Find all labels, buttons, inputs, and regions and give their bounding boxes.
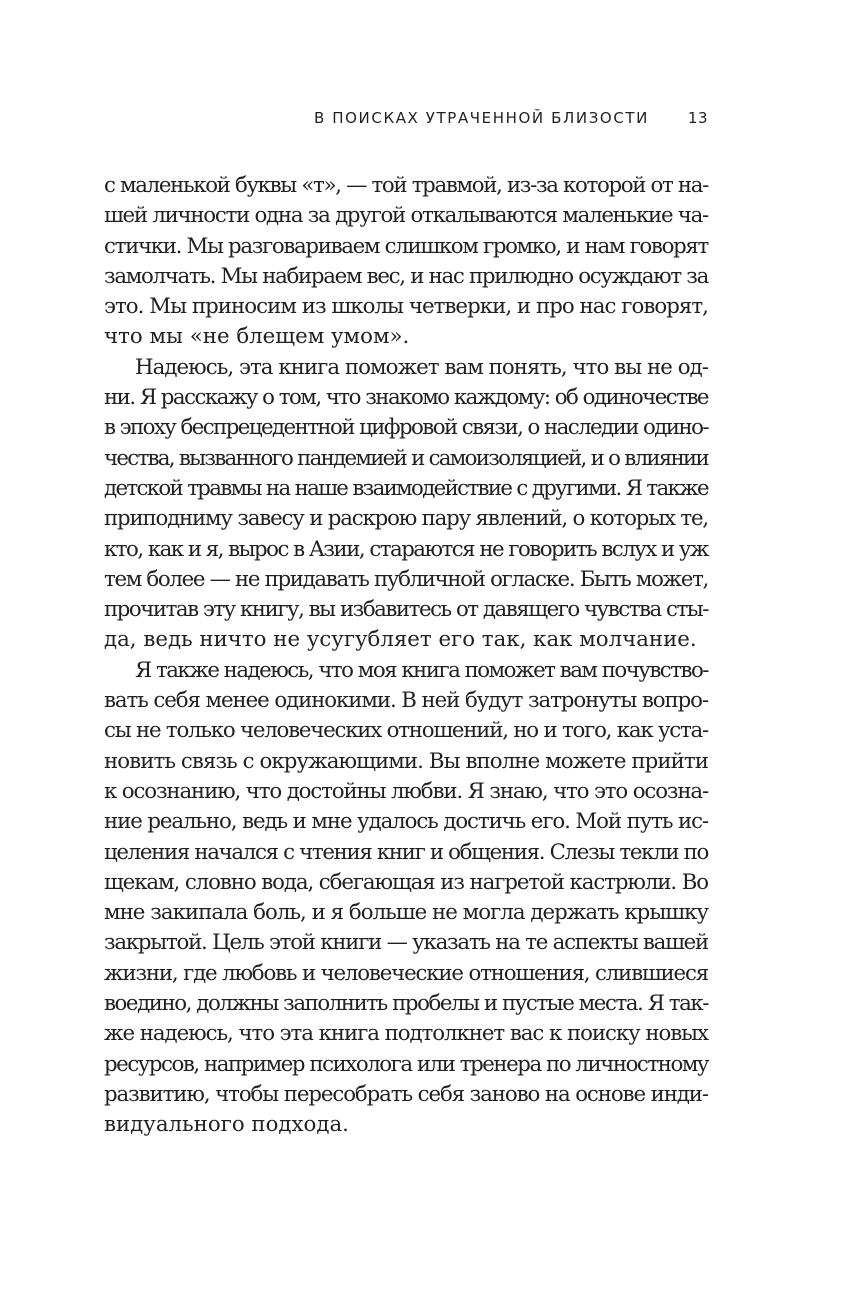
text-line: сы не только человеческих отношений, но и того, как уста- [104,718,709,744]
text-line: видуального подхода. [104,1112,349,1138]
text-line: новить связь с окружающими. Вы вполне можете прийти [104,748,708,774]
text-line: тем более — не придавать публичной огласке. Быть может, [104,566,708,592]
text-line: что мы «не блещем умом». [104,324,410,350]
text-line: к осознанию, что достойны любви. Я знаю, что это осозна- [104,778,709,804]
text-line: Надеюсь, эта книга поможет вам понять, что вы не од- [135,354,708,380]
paragraph-2 [104,353,708,656]
text-line: замолчать. Мы набираем вес, и нас прилюдно осуждают за [104,263,709,289]
text-line: щекам, словно вода, сбегающая из нагретой кастрюли. Во [104,869,709,895]
running-title: В ПОИСКАХ УТРАЧЕННОЙ БЛИЗОСТИ [314,109,649,127]
page-number: 13 [687,109,708,127]
text-line: детской травмы на наше взаимодействие с другими. Я также [104,475,708,501]
paragraph-1 [104,171,708,353]
text-line: шей личности одна за другой откалываются маленькие ча- [104,203,708,229]
text-line: чества, вызванного пандемией и самоизоляцией, и о влиянии [104,445,708,471]
text-line: целения начался с чтения книг и общения. Слезы текли по [104,839,708,865]
text-line: это. Мы приносим из школы четверки, и про нас говорят, [104,294,708,320]
text-line: закрытой. Цель этой книги — указать на те аспекты вашей [104,930,708,956]
text-line: же надеюсь, что эта книга подтолкнет вас к поиску новых [104,1021,708,1047]
text-line: воедино, должны заполнить пробелы и пустые места. Я так- [104,991,709,1017]
text-line: в эпоху беспрецедентной цифровой связи, о наследии одино- [104,415,708,441]
text-line: да, ведь ничто не усугубляет его так, как молчание. [104,627,697,653]
running-head [300,106,708,130]
paragraph-3 [104,656,708,1141]
text-line: прочитав эту книгу, вы избавитесь от давящего чувства сты- [104,597,709,623]
text-line: стички. Мы разговариваем слишком громко, и нам говорят [104,233,708,259]
text-line: ресурсов, например психолога или тренера по личностному [104,1051,709,1077]
text-line: вать себя менее одинокими. В ней будут затронуты вопро- [104,688,709,714]
text-line: мне закипала боль, и я больше не могла держать крышку [104,900,709,926]
body-text [104,171,708,1141]
text-line: кто, как и я, вырос в Азии, стараются не говорить вслух и уж [104,536,708,562]
text-line: развитию, чтобы пересобрать себя заново на основе инди- [104,1081,708,1107]
text-line: ние реально, ведь и мне удалось достичь его. Мой путь ис- [104,809,709,835]
text-line: жизни, где любовь и человеческие отношения, слившиеся [104,960,708,986]
text-line: Я также надеюсь, что моя книга поможет вам почувство- [135,657,708,683]
text-line: приподниму завесу и раскрою пару явлений, о которых те, [104,506,708,532]
text-line: с маленькой буквы «т», — той травмой, из-за которой от на- [104,173,708,198]
text-line: ни. Я расскажу о том, что знакомо каждому: об одиночестве [104,385,709,411]
